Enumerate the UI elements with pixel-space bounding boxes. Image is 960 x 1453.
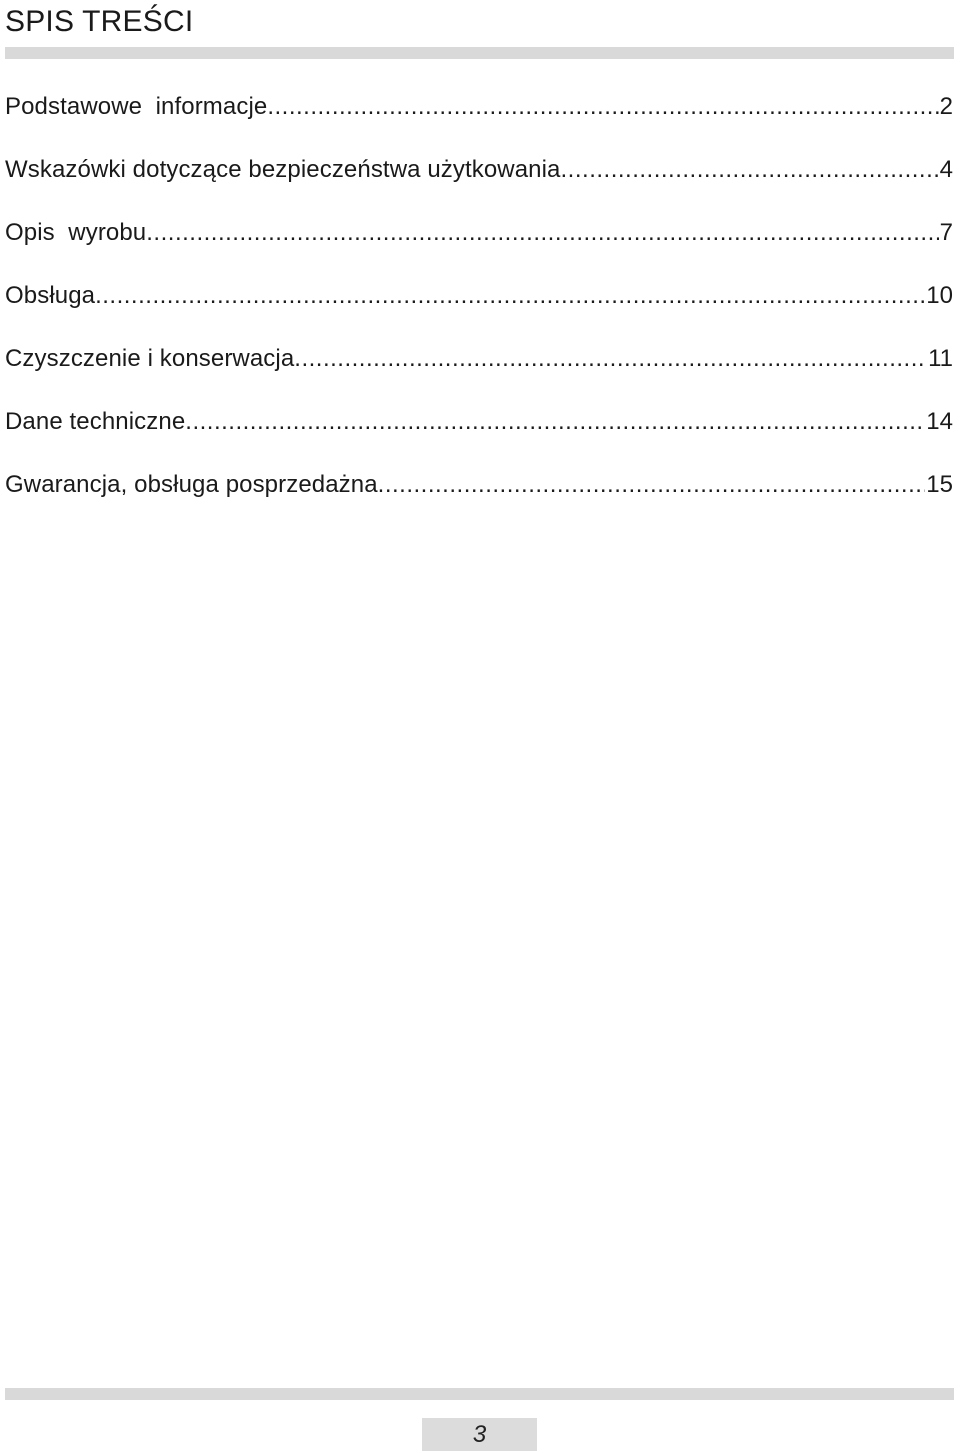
toc-leader-dots: [185, 405, 925, 439]
footer-divider-bar: [5, 1388, 954, 1400]
toc-entry[interactable]: [5, 90, 953, 153]
page-number: 3: [422, 1418, 537, 1451]
toc-entry-title: Gwarancja, obsługa posprzedażna: [5, 471, 378, 498]
toc-entry[interactable]: [5, 342, 953, 405]
toc-leader-dots: [294, 342, 927, 376]
toc-entry-title: Wskazówki dotyczące bezpieczeństwa użytkowania: [5, 156, 561, 183]
toc-entry-page: 15: [926, 471, 953, 498]
toc-entry-page: 10: [926, 282, 953, 309]
toc-leader-dots: [561, 153, 939, 187]
toc-entry-page: 7: [939, 219, 953, 246]
page-title: SPIS TREŚCI: [5, 5, 194, 38]
table-of-contents: [5, 90, 953, 531]
toc-entry-title: Czyszczenie i konserwacja: [5, 345, 295, 372]
toc-leader-dots: [267, 90, 938, 124]
toc-entry-page: 11: [928, 345, 953, 372]
toc-entry[interactable]: [5, 468, 953, 531]
toc-entry-page: 14: [926, 408, 953, 435]
header-divider-bar: [5, 47, 954, 59]
toc-leader-dots: [95, 279, 925, 313]
toc-entry[interactable]: [5, 279, 953, 342]
toc-leader-dots: [378, 468, 926, 502]
toc-entry-title: Podstawowe informacje: [5, 93, 268, 120]
toc-entry-page: 2: [939, 93, 953, 120]
toc-entry-title: Opis wyrobu: [5, 219, 147, 246]
toc-entry[interactable]: [5, 405, 953, 468]
toc-entry-title: Obsługa: [5, 282, 96, 309]
toc-entry[interactable]: [5, 216, 953, 279]
toc-leader-dots: [146, 216, 938, 250]
toc-entry[interactable]: [5, 153, 953, 216]
toc-entry-page: 4: [939, 156, 953, 183]
toc-entry-title: Dane techniczne: [5, 408, 186, 435]
